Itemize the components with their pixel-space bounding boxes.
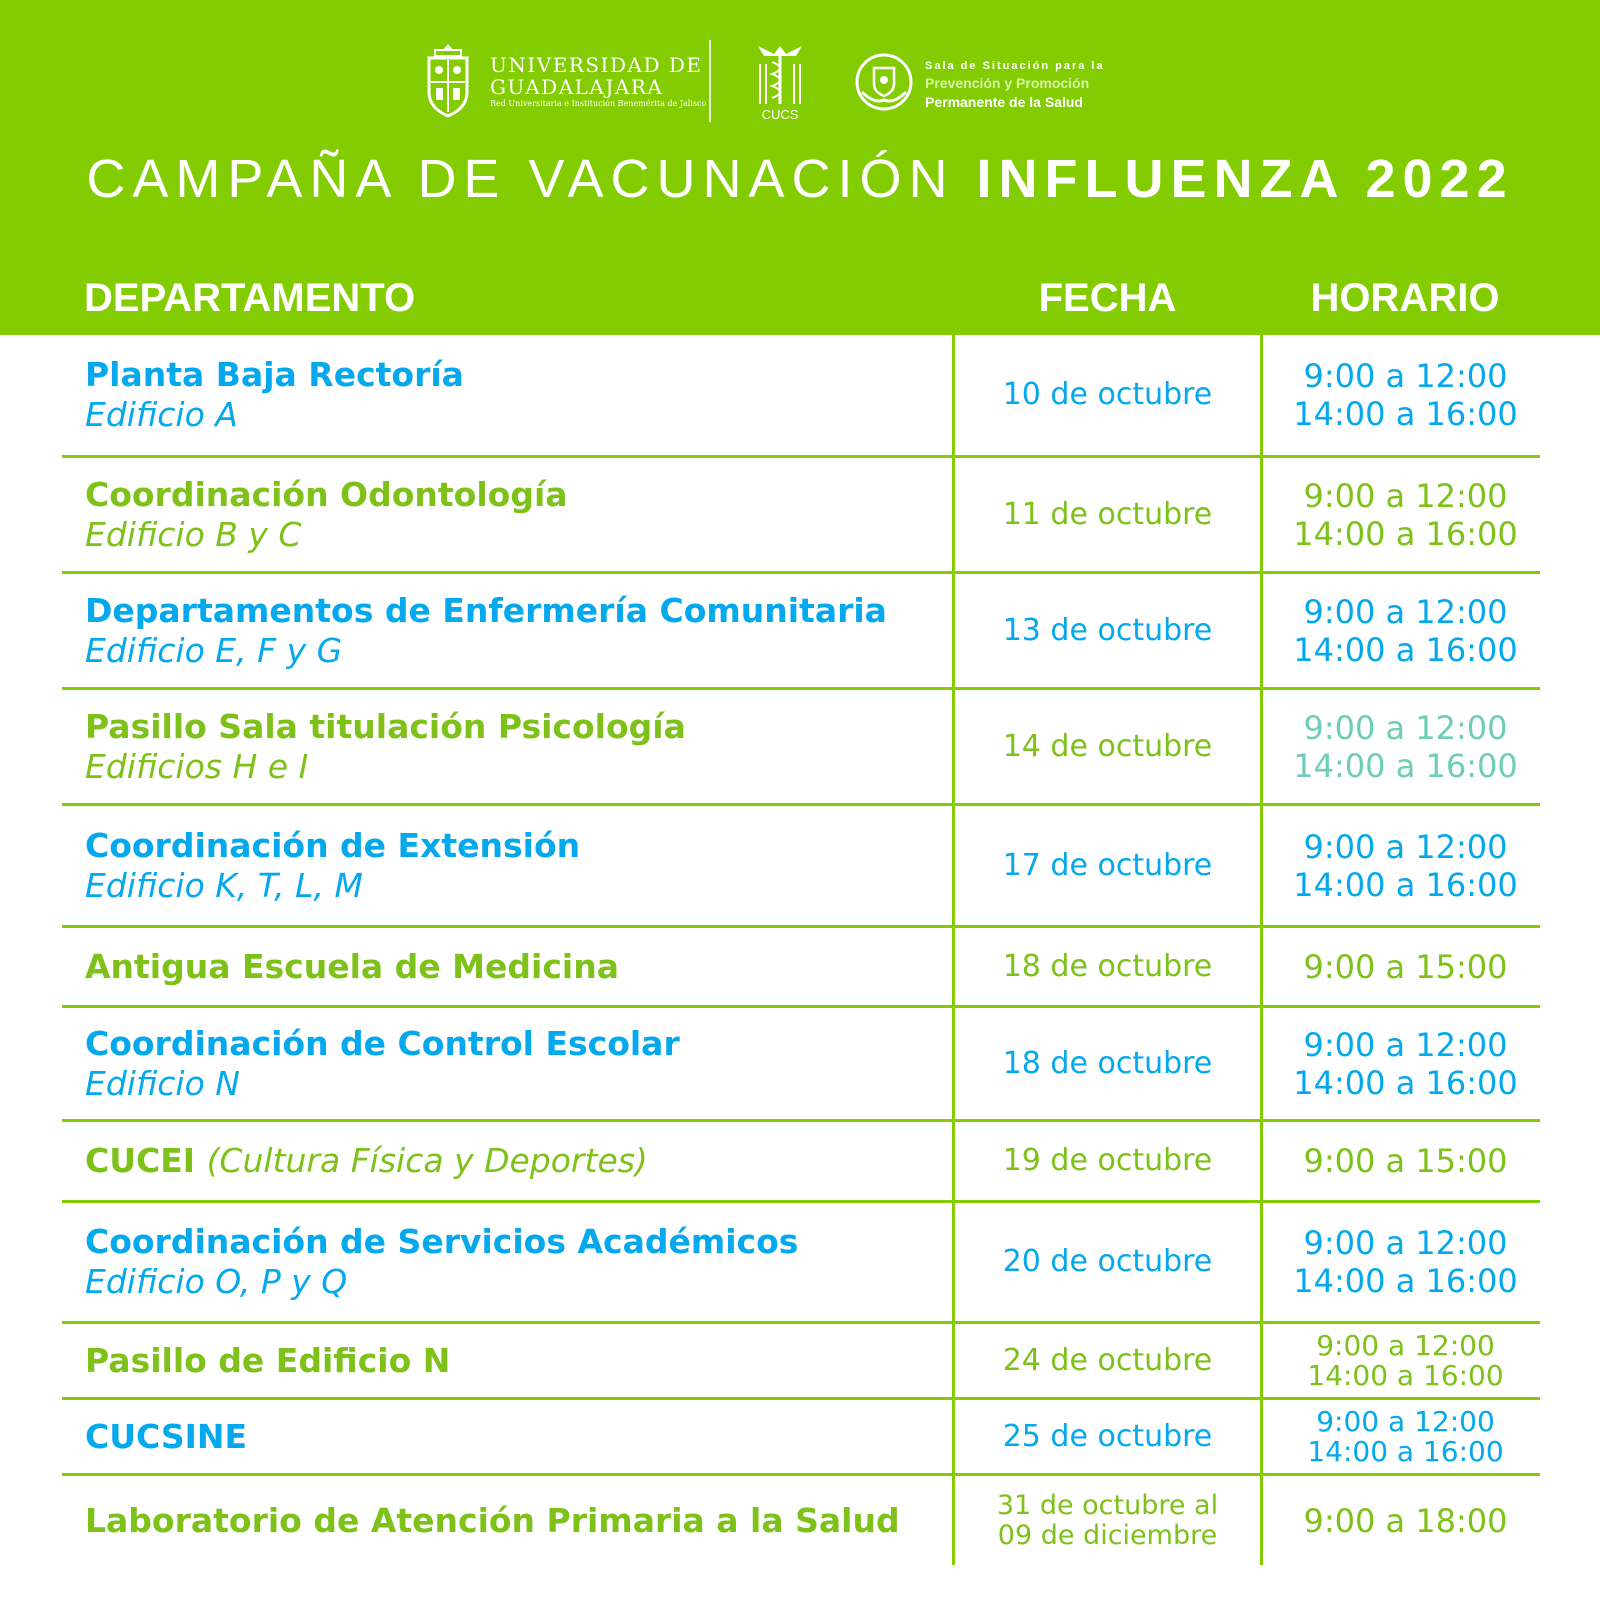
schedule-cell — [1263, 574, 1548, 687]
title-bold: INFLUENZA 2022 — [976, 149, 1514, 209]
date-text: 17 de octubre — [1002, 847, 1213, 883]
table-row — [0, 574, 1600, 687]
date-text: 24 de octubre — [1002, 1342, 1213, 1378]
date-cell — [955, 928, 1260, 1005]
schedule-cell — [1263, 1122, 1548, 1200]
department-name: Antigua Escuela de Medicina — [85, 946, 619, 986]
date-text: 25 de octubre — [1002, 1418, 1213, 1454]
schedule-cell — [1263, 690, 1548, 803]
schedule-cell — [1263, 458, 1548, 571]
schedule-morning: 9:00 a 12:00 — [1303, 357, 1508, 395]
department-cell — [85, 1008, 945, 1119]
department-name: Coordinación de Servicios Académicos — [85, 1222, 799, 1261]
department-building: Edificio N — [85, 1063, 240, 1103]
department-cell — [85, 1400, 945, 1473]
schedule-afternoon: 14:00 a 16:00 — [1293, 1063, 1518, 1102]
schedule-afternoon: 14:00 a 16:00 — [1307, 1434, 1504, 1468]
department-cell — [85, 1324, 945, 1397]
department-building: Edificio B y C — [85, 514, 302, 554]
department-name: Coordinación de Control Escolar — [85, 1023, 680, 1063]
table-row — [0, 928, 1600, 1005]
date-text: 11 de octubre — [1002, 496, 1213, 532]
department-cell — [85, 574, 945, 687]
schedule-cell — [1263, 335, 1548, 455]
campaign-title — [0, 148, 1600, 210]
date-cell — [955, 1324, 1260, 1397]
date-cell — [955, 1203, 1260, 1321]
department-cell — [85, 458, 945, 571]
department-building: (Cultura Física y Deportes) — [206, 1141, 648, 1180]
schedule-morning: 9:00 a 18:00 — [1303, 1502, 1508, 1540]
table-row — [0, 690, 1600, 803]
date-cell — [955, 458, 1260, 571]
caduceus-icon — [752, 42, 808, 122]
logo-divider — [709, 40, 711, 122]
date-text: 10 de octubre — [1002, 377, 1213, 412]
schedule-morning: 9:00 a 15:00 — [1303, 947, 1508, 986]
department-name: Pasillo de Edificio N — [85, 1340, 451, 1380]
department-cell — [85, 690, 945, 803]
department-cell — [85, 928, 945, 1005]
schedule-cell — [1263, 1324, 1548, 1397]
department-cell — [85, 806, 945, 925]
department-cell — [85, 335, 945, 455]
schedule-afternoon: 14:00 a 16:00 — [1293, 865, 1518, 904]
schedule-afternoon: 14:00 a 16:00 — [1293, 514, 1518, 553]
udg-crest-icon — [423, 42, 473, 118]
table-row — [0, 1476, 1600, 1566]
column-header-date: FECHA — [1038, 276, 1177, 320]
department-building: Edificio K, T, L, M — [85, 865, 363, 905]
schedule-cell — [1263, 1008, 1548, 1119]
udg-line3: Red Universitaria e Institución Benemérita de Jalisco — [490, 99, 707, 108]
department-name: Laboratorio de Atención Primaria a la Salud — [85, 1501, 900, 1540]
schedule-afternoon: 14:00 a 16:00 — [1293, 395, 1518, 433]
date-start: 31 de octubre al — [996, 1490, 1219, 1521]
date-cell — [955, 806, 1260, 925]
sala-line3: Permanente de la Salud — [925, 94, 1083, 110]
department-name: Pasillo Sala titulación Psicología — [85, 706, 686, 746]
schedule-morning: 9:00 a 12:00 — [1303, 476, 1508, 515]
schedule-morning: 9:00 a 12:00 — [1303, 592, 1508, 631]
date-text: 14 de octubre — [1002, 728, 1213, 764]
schedule-afternoon: 14:00 a 16:00 — [1293, 746, 1518, 785]
department-building: Edificio E, F y G — [85, 630, 343, 670]
schedule-cell — [1263, 928, 1548, 1005]
department-cell — [85, 1203, 945, 1321]
schedule-morning: 9:00 a 12:00 — [1316, 1328, 1495, 1362]
column-header-department: DEPARTAMENTO — [84, 276, 416, 320]
department-name: Coordinación de Extensión — [85, 825, 581, 865]
department-building: Edificios H e I — [85, 746, 309, 786]
udg-wordmark — [490, 54, 706, 110]
department-building: Edificio A — [85, 395, 238, 434]
department-building: Edificio O, P y Q — [85, 1262, 348, 1301]
header-banner — [0, 0, 1600, 335]
date-cell — [955, 1400, 1260, 1473]
schedule-morning: 9:00 a 15:00 — [1303, 1142, 1508, 1180]
department-name: Coordinación Odontología — [85, 474, 568, 514]
udg-line2: GUADALAJARA — [490, 75, 664, 99]
department-name: CUCSINE — [85, 1416, 248, 1456]
department-cell — [85, 1122, 945, 1200]
schedule-morning: 9:00 a 12:00 — [1303, 1025, 1508, 1064]
date-text: 13 de octubre — [1002, 612, 1213, 648]
department-cell — [85, 1476, 945, 1566]
schedule-cell — [1263, 1400, 1548, 1473]
schedule-afternoon: 14:00 a 16:00 — [1307, 1358, 1504, 1392]
table-row — [0, 458, 1600, 571]
department-name: Departamentos de Enfermería Comunitaria — [85, 590, 887, 630]
sala-line1: Sala de Situación para la — [925, 60, 1105, 72]
schedule-cell — [1263, 1476, 1548, 1566]
schedule-morning: 9:00 a 12:00 — [1316, 1404, 1495, 1438]
table-row — [0, 335, 1600, 455]
date-cell — [955, 574, 1260, 687]
table-row — [0, 1122, 1600, 1200]
date-text: 19 de octubre — [1002, 1143, 1213, 1178]
udg-line1: UNIVERSIDAD DE — [490, 53, 703, 77]
department-name: Planta Baja Rectoría — [85, 355, 464, 394]
schedule-morning: 9:00 a 12:00 — [1303, 708, 1508, 747]
date-cell — [955, 335, 1260, 455]
schedule-cell — [1263, 1203, 1548, 1321]
table-row — [0, 1203, 1600, 1321]
date-cell — [955, 690, 1260, 803]
date-cell — [955, 1122, 1260, 1200]
department-name-line — [85, 1141, 945, 1181]
sala-wordmark — [925, 58, 1105, 112]
column-header-schedule: HORARIO — [1310, 276, 1500, 320]
sala-line2: Prevención y Promoción — [925, 75, 1090, 91]
schedule-morning: 9:00 a 12:00 — [1303, 1224, 1508, 1262]
date-end: 09 de diciembre — [997, 1520, 1218, 1551]
cucs-label: CUCS — [761, 107, 799, 122]
date-text: 18 de octubre — [1002, 1045, 1213, 1081]
schedule-afternoon: 14:00 a 16:00 — [1293, 1262, 1518, 1300]
date-cell — [955, 1476, 1260, 1566]
date-text: 18 de octubre — [1002, 948, 1213, 984]
table-row — [0, 1324, 1600, 1397]
date-text: 20 de octubre — [1002, 1244, 1213, 1279]
hands-emblem-icon — [854, 52, 914, 112]
logo-strip — [0, 40, 1600, 130]
table-row — [0, 1400, 1600, 1473]
table-row — [0, 1008, 1600, 1119]
table-row — [0, 806, 1600, 925]
schedule-cell — [1263, 806, 1548, 925]
department-name: CUCEI — [85, 1141, 196, 1180]
schedule-morning: 9:00 a 12:00 — [1303, 827, 1508, 866]
title-light: CAMPAÑA DE VACUNACIÓN — [86, 149, 955, 209]
schedule-afternoon: 14:00 a 16:00 — [1293, 630, 1518, 669]
date-cell — [955, 1008, 1260, 1119]
